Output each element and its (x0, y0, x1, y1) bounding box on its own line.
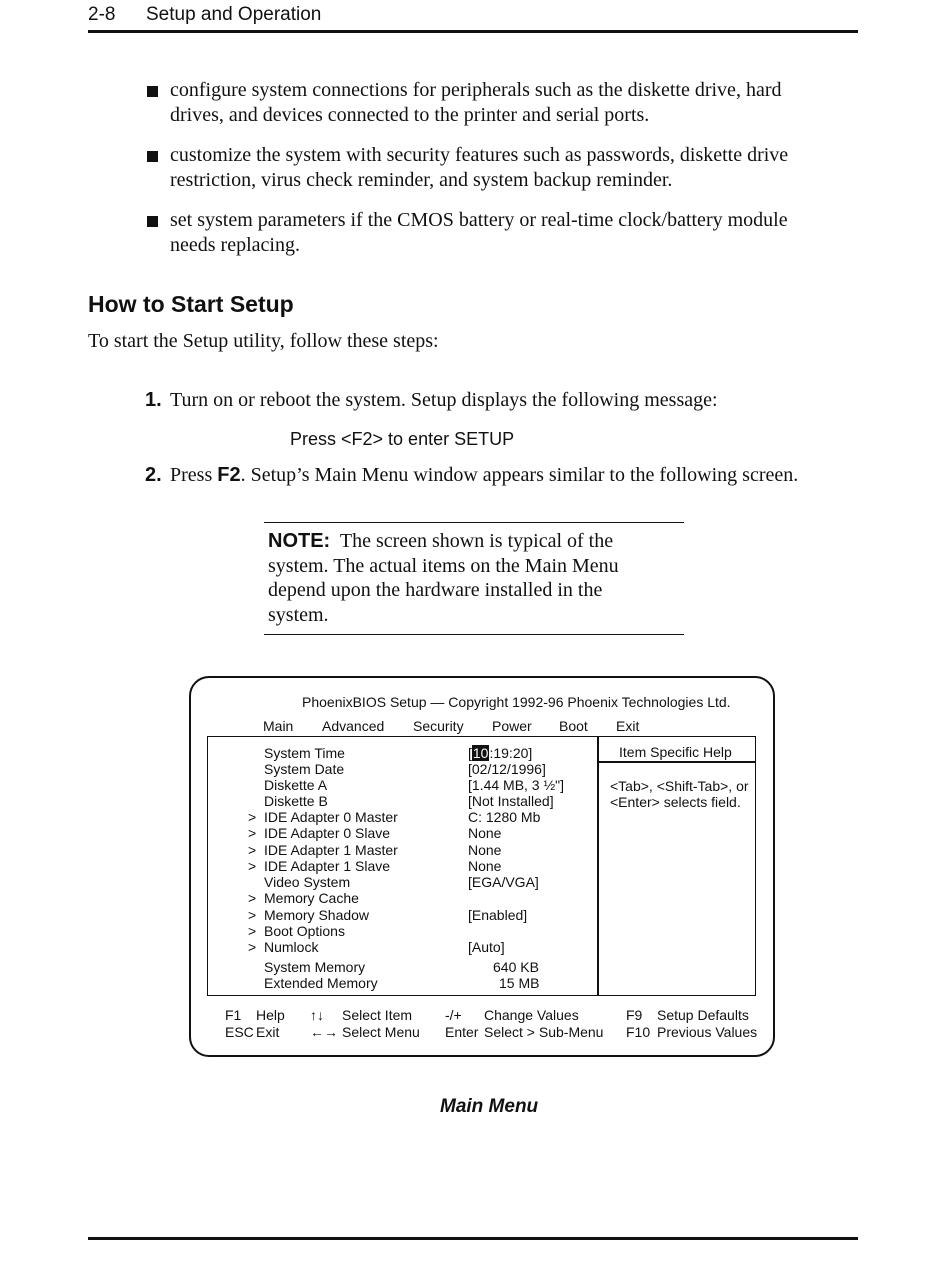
legend-key: F9 (626, 1007, 643, 1023)
legend-key: ←→ (310, 1024, 338, 1040)
page-header (88, 2, 858, 32)
chapter-title: Setup and Operation (146, 4, 322, 25)
legend-desc: Setup Defaults (657, 1007, 749, 1023)
legend-key: ↑↓ (310, 1007, 324, 1023)
note-box: NOTE: The screen shown is typical of the system. The actual items on the Main Menu depend upon the hardware installed in the system. (264, 522, 684, 635)
feature-list (145, 78, 845, 273)
panel-divider (597, 736, 599, 996)
bullet-square-icon (147, 216, 158, 227)
bullet-square-icon (147, 151, 158, 162)
menu-main: Main (263, 718, 294, 734)
legend-desc: Select > Sub-Menu (484, 1024, 604, 1040)
list-item: configure system connections for peripherals such as the diskette drive, hard drives, and devices connected to the printer and serial ports. (145, 78, 845, 128)
legend-desc: Select Menu (342, 1024, 420, 1040)
figure-caption: Main Menu (440, 1096, 539, 1117)
menu-power: Power (492, 718, 532, 734)
legend-desc: Select Item (342, 1007, 413, 1023)
note-label: NOTE: (268, 530, 331, 552)
header-rule (88, 30, 858, 33)
menu-boot: Boot (559, 718, 588, 734)
step-text: Turn on or reboot the system. Setup displays the following message: (170, 389, 718, 411)
help-text: <Tab>, <Shift-Tab>, or <Enter> selects field. (610, 778, 749, 810)
legend-key: Enter (445, 1024, 479, 1040)
bios-title: PhoenixBIOS Setup — Copyright 1992-96 Phoenix Technologies Ltd. (302, 694, 731, 710)
help-title: Item Specific Help (619, 744, 732, 760)
bullet-square-icon (147, 86, 158, 97)
legend-desc: Exit (256, 1024, 280, 1040)
list-item: customize the system with security features such as passwords, diskette drive restriction, virus check reminder, and system backup reminder. (145, 143, 845, 193)
legend-desc: Change Values (484, 1007, 579, 1023)
menu-security: Security (413, 718, 464, 734)
legend-key: F10 (626, 1024, 651, 1040)
legend-desc: Previous Values (657, 1024, 758, 1040)
menu-advanced: Advanced (322, 718, 385, 734)
legend-key: -/+ (445, 1007, 462, 1023)
time-hour-field: 10 (472, 745, 489, 761)
legend-key: F1 (225, 1007, 242, 1023)
step-2: 2. Press F2. Setup’s Main Menu window appears similar to the following screen. (145, 464, 799, 486)
key-name: F2 (217, 464, 241, 486)
menu-exit: Exit (616, 718, 640, 734)
legend-desc: Help (256, 1007, 285, 1023)
footer-rule (88, 1237, 858, 1240)
list-item: set system parameters if the CMOS battery or real-time clock/battery module needs replacing. (145, 208, 845, 258)
help-rule (598, 761, 755, 763)
section-heading: How to Start Setup (88, 291, 294, 317)
section-intro: To start the Setup utility, follow these steps: (88, 330, 439, 352)
setup-message: Press <F2> to enter SETUP (290, 429, 515, 449)
legend-key: ESC (225, 1024, 254, 1040)
step-1 (145, 389, 718, 412)
step-number: 2. (145, 464, 162, 486)
page-number: 2-8 (88, 4, 116, 25)
step-number: 1. (145, 389, 162, 411)
